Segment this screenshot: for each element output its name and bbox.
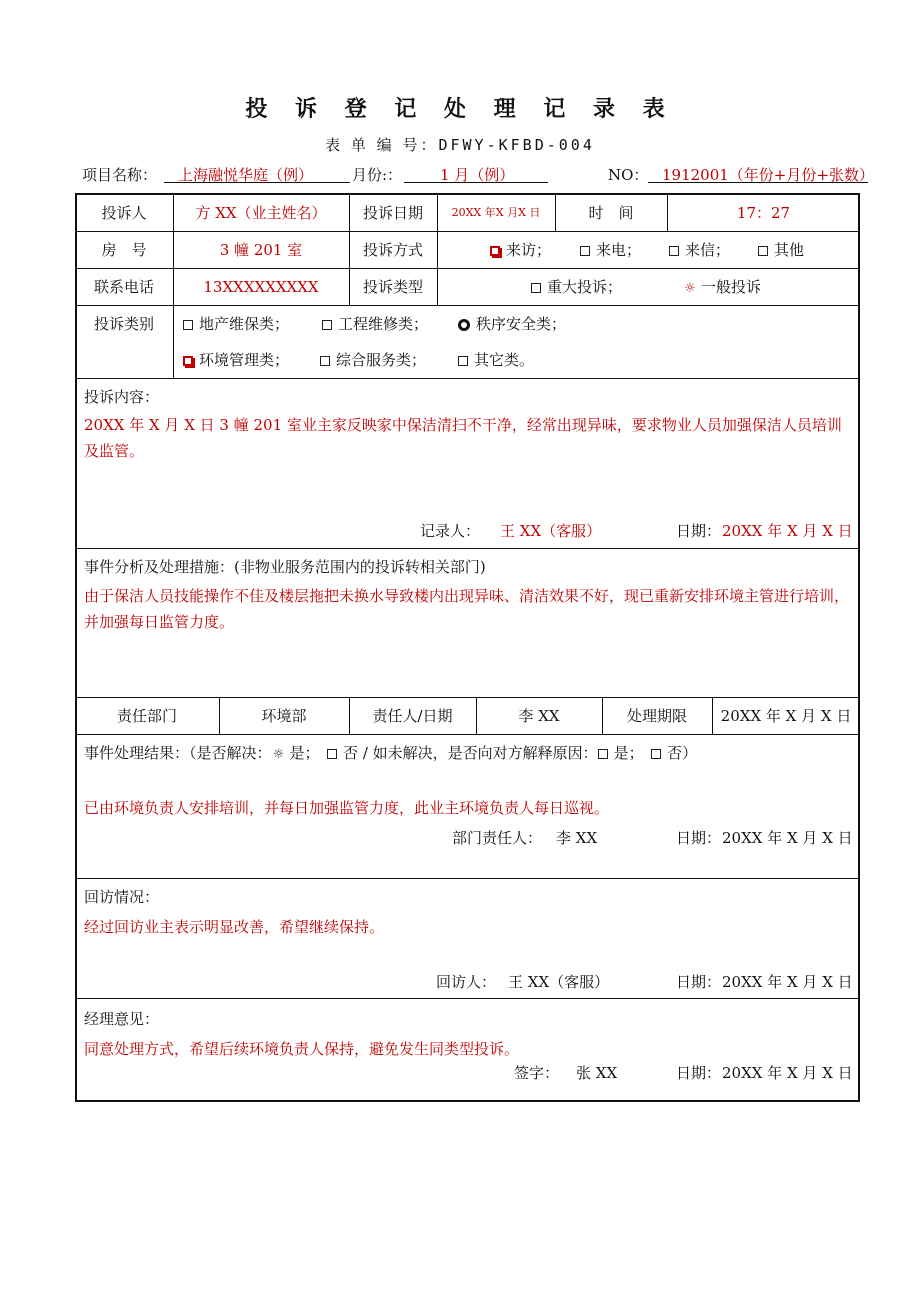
room-label: 房 号	[101, 241, 147, 259]
checkbox-icon	[651, 749, 661, 759]
result-date-label: 日期：	[676, 829, 722, 847]
revisit-person-value: 王 XX（客服）	[508, 973, 610, 991]
manager-date-value: 20XX 年 X 月 X 日	[722, 1064, 853, 1082]
form-number-label: 表 单 编 号：	[325, 136, 439, 154]
phone-value: 13XXXXXXXXX	[203, 278, 319, 296]
dept-label: 责任部门	[116, 707, 177, 725]
checkbox-icon	[758, 246, 768, 256]
content-date-value: 20XX 年 X 月 X 日	[722, 522, 853, 540]
content-text: 20XX 年 X 月 X 日 3 幢 201 室业主家反映家中保洁清扫不干净，经常出现异味，要求物业人员加强保洁人员培训及监管。	[84, 416, 842, 460]
month-value: 1 月（例）	[440, 166, 515, 184]
checkbox-icon	[183, 320, 193, 330]
result-text: 已由环境负责人安排培训，并每日加强监管力度，此业主环境负责人每日巡视。	[84, 799, 610, 817]
deadline-label: 处理期限	[626, 707, 687, 725]
deadline-value: 20XX 年 X 月 X 日	[720, 707, 852, 725]
method-option-letter[interactable]: 来信；	[669, 241, 730, 259]
time-label: 时 间	[588, 204, 634, 222]
category-option-security[interactable]: 秩序安全类；	[458, 315, 566, 333]
phone-label: 联系电话	[93, 278, 154, 296]
recorder-label: 记录人：	[420, 522, 481, 540]
category-option-engineering[interactable]: 工程维修类；	[322, 315, 428, 333]
project-value: 上海融悦华庭（例）	[178, 166, 314, 184]
checkbox-icon	[531, 283, 541, 293]
type-option-major[interactable]: 重大投诉；	[531, 278, 622, 296]
recorder-value: 王 XX（客服）	[500, 522, 602, 540]
page-title: 投 诉 登 记 处 理 记 录 表	[245, 96, 675, 122]
content-label: 投诉内容：	[84, 388, 160, 406]
form-number	[0, 134, 920, 155]
complainant-value: 方 XX（业主姓名）	[195, 204, 327, 222]
category-label: 投诉类别	[93, 315, 154, 333]
checkbox-icon	[320, 356, 330, 366]
selected-radio-icon	[458, 319, 470, 331]
dept-value: 环境部	[261, 707, 307, 725]
method-option-other[interactable]: 其他	[758, 241, 804, 259]
complaint-date-value: 20XX 年X 月X 日	[451, 206, 541, 219]
type-label: 投诉类型	[362, 278, 423, 296]
project-label: 项目名称：	[82, 166, 158, 184]
manager-date-label: 日期：	[676, 1064, 722, 1082]
revisit-person-label: 回访人：	[436, 973, 497, 991]
checkbox-icon	[669, 246, 679, 256]
category-option-service[interactable]: 综合服务类；	[320, 351, 426, 369]
revisit-date-value: 20XX 年 X 月 X 日	[722, 973, 853, 991]
method-option-phone[interactable]: 来电；	[580, 241, 641, 259]
complainant-label: 投诉人	[101, 204, 147, 222]
revisit-text: 经过回访业主表示明显改善，希望继续保持。	[84, 918, 385, 936]
complaint-date-label: 投诉日期	[362, 204, 423, 222]
result-label-line: 事件处理结果：（是否解决：☼ 是； 否 / 如未解决，是否向对方解释原因： 是； 否）	[84, 744, 698, 762]
checked-checkbox-icon	[183, 356, 193, 366]
result-date-value: 20XX 年 X 月 X 日	[722, 829, 853, 847]
selected-sun-icon: ☼	[272, 747, 285, 762]
month-label: 月份:：	[352, 166, 403, 184]
room-value: 3 幢 201 室	[219, 241, 303, 259]
no-label: NO：	[608, 166, 649, 184]
checkbox-icon	[580, 246, 590, 256]
manager-label: 经理意见：	[84, 1010, 160, 1028]
dept-person-label: 部门责任人：	[452, 829, 543, 847]
category-option-property[interactable]: 地产维保类；	[183, 315, 289, 333]
person-label: 责任人/日期	[372, 707, 453, 725]
sign-value: 张 XX	[576, 1064, 618, 1082]
selected-sun-icon: ☼	[684, 281, 696, 296]
time-value: 17：27	[736, 204, 791, 222]
checkbox-icon	[458, 356, 468, 366]
dept-person-value: 李 XX	[556, 829, 598, 847]
content-date-label: 日期：	[676, 522, 722, 540]
analysis-text: 由于保洁人员技能操作不佳及楼层拖把未换水导致楼内出现异味、清洁效果不好，现已重新安排环境主管进行培训，并加强每日监管力度。	[84, 587, 850, 631]
revisit-date-label: 日期：	[676, 973, 722, 991]
category-option-environment[interactable]: 环境管理类；	[183, 351, 289, 369]
sign-label: 签字：	[514, 1064, 560, 1082]
method-option-visit[interactable]: 来访；	[490, 241, 551, 259]
checked-checkbox-icon	[490, 246, 500, 256]
method-label: 投诉方式	[362, 241, 423, 259]
checkbox-icon	[598, 749, 608, 759]
revisit-label: 回访情况：	[84, 888, 160, 906]
person-value: 李 XX	[518, 707, 560, 725]
form-number-code: DFWY-KFBD-004	[438, 136, 595, 154]
analysis-label: 事件分析及处理措施：(非物业服务范围内的投诉转相关部门)	[84, 558, 486, 576]
type-option-general[interactable]: ☼ 一般投诉	[684, 278, 762, 296]
category-option-other[interactable]: 其它类。	[458, 351, 534, 369]
manager-text: 同意处理方式，希望后续环境负责人保持，避免发生同类型投诉。	[84, 1040, 520, 1058]
checkbox-icon	[327, 749, 337, 759]
checkbox-icon	[322, 320, 332, 330]
no-value: 1912001（年份+月份+张数）	[662, 166, 874, 184]
